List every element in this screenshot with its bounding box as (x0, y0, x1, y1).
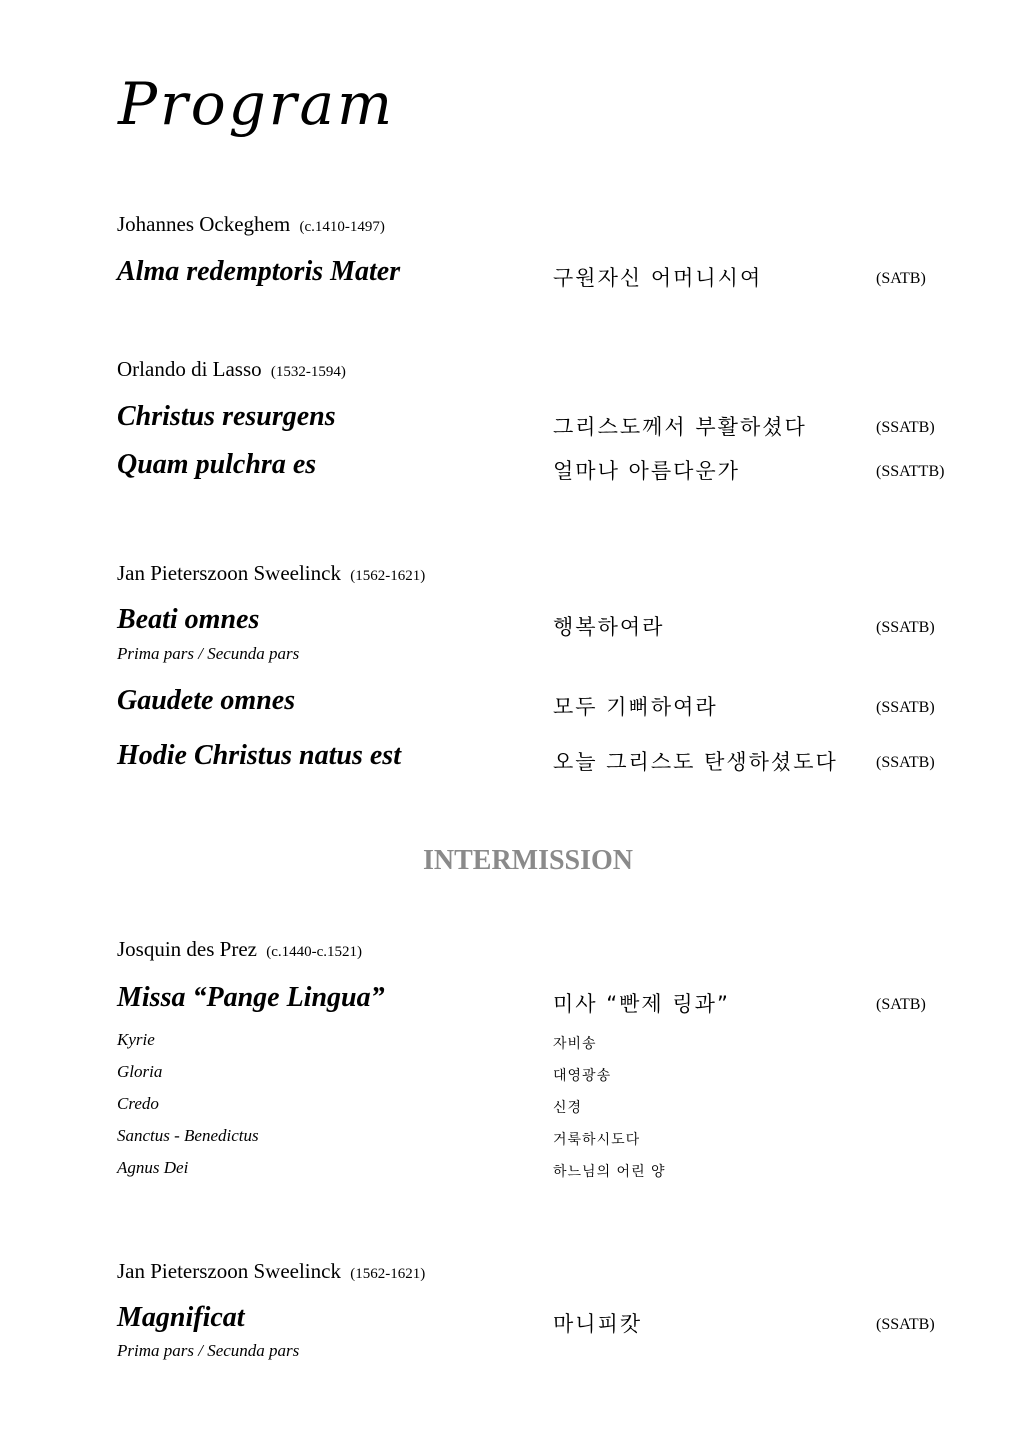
work-korean-title: 오늘 그리스도 탄생하셨도다 (553, 750, 838, 774)
movement-korean: 자비송 (553, 1036, 597, 1052)
work-title: Christus resurgens (117, 401, 336, 432)
work-title: Gaudete omnes (117, 685, 296, 716)
work-voices: (SSATB) (876, 699, 935, 716)
work-voices: (SSATB) (876, 619, 935, 636)
work-voices: (SATB) (876, 996, 926, 1013)
composer-dates: (c.1440-c.1521) (266, 944, 363, 960)
composer-name: Orlando di Lasso (117, 357, 262, 381)
work-title: Hodie Christus natus est (117, 740, 401, 771)
composer-dates: (c.1410-1497) (299, 219, 385, 235)
movement-korean: 대영광송 (553, 1068, 612, 1084)
work-korean-title: 구원자신 어머니시여 (553, 266, 763, 290)
composer-line (117, 937, 362, 962)
movement-latin: Credo (117, 1094, 159, 1113)
movement-korean: 거룩하시도다 (553, 1132, 641, 1148)
composer-name: Jan Pieterszoon Sweelinck (117, 561, 341, 585)
composer-line (117, 212, 385, 237)
movement-latin: Sanctus - Benedictus (117, 1126, 259, 1145)
work-title: Beati omnes (117, 604, 260, 635)
work-korean-title: 미사 “빤제 링과” (553, 992, 730, 1016)
composer-line (117, 1259, 425, 1284)
movement-latin: Gloria (117, 1062, 163, 1081)
work-korean-title: 마니피캇 (553, 1312, 643, 1336)
composer-name: Jan Pieterszoon Sweelinck (117, 1259, 341, 1283)
composer-dates: (1562-1621) (350, 568, 426, 584)
work-voices: (SSATB) (876, 754, 935, 771)
work-korean-title: 얼마나 아름다운가 (553, 459, 740, 483)
movement-korean: 신경 (553, 1100, 583, 1116)
composer-name: Josquin des Prez (117, 937, 257, 961)
work-subtitle: Prima pars / Secunda pars (117, 1341, 300, 1360)
movement-korean: 하느님의 어린 양 (553, 1164, 666, 1180)
composer-dates: (1562-1621) (350, 1266, 426, 1282)
program-title: Program (118, 70, 396, 138)
work-voices: (SATB) (876, 270, 926, 287)
work-title: Quam pulchra es (117, 449, 317, 480)
composer-name: Johannes Ockeghem (117, 212, 291, 236)
work-voices: (SSATTB) (876, 463, 945, 480)
composer-line (117, 561, 425, 586)
work-subtitle: Prima pars / Secunda pars (117, 644, 300, 663)
work-title: Magnificat (117, 1302, 245, 1333)
work-korean-title: 행복하여라 (553, 615, 665, 639)
movement-latin: Agnus Dei (117, 1158, 189, 1177)
work-title: Alma redemptoris Mater (117, 256, 401, 287)
work-korean-title: 그리스도께서 부활하셨다 (553, 415, 807, 439)
composer-dates: (1532-1594) (270, 364, 346, 380)
work-voices: (SSATB) (876, 419, 935, 436)
work-title: Missa “Pange Lingua” (117, 982, 385, 1013)
work-voices: (SSATB) (876, 1316, 935, 1333)
intermission-heading: INTERMISSION (422, 845, 634, 876)
movement-latin: Kyrie (117, 1030, 155, 1049)
composer-line (117, 357, 346, 382)
work-korean-title: 모두 기뻐하여라 (553, 695, 718, 719)
